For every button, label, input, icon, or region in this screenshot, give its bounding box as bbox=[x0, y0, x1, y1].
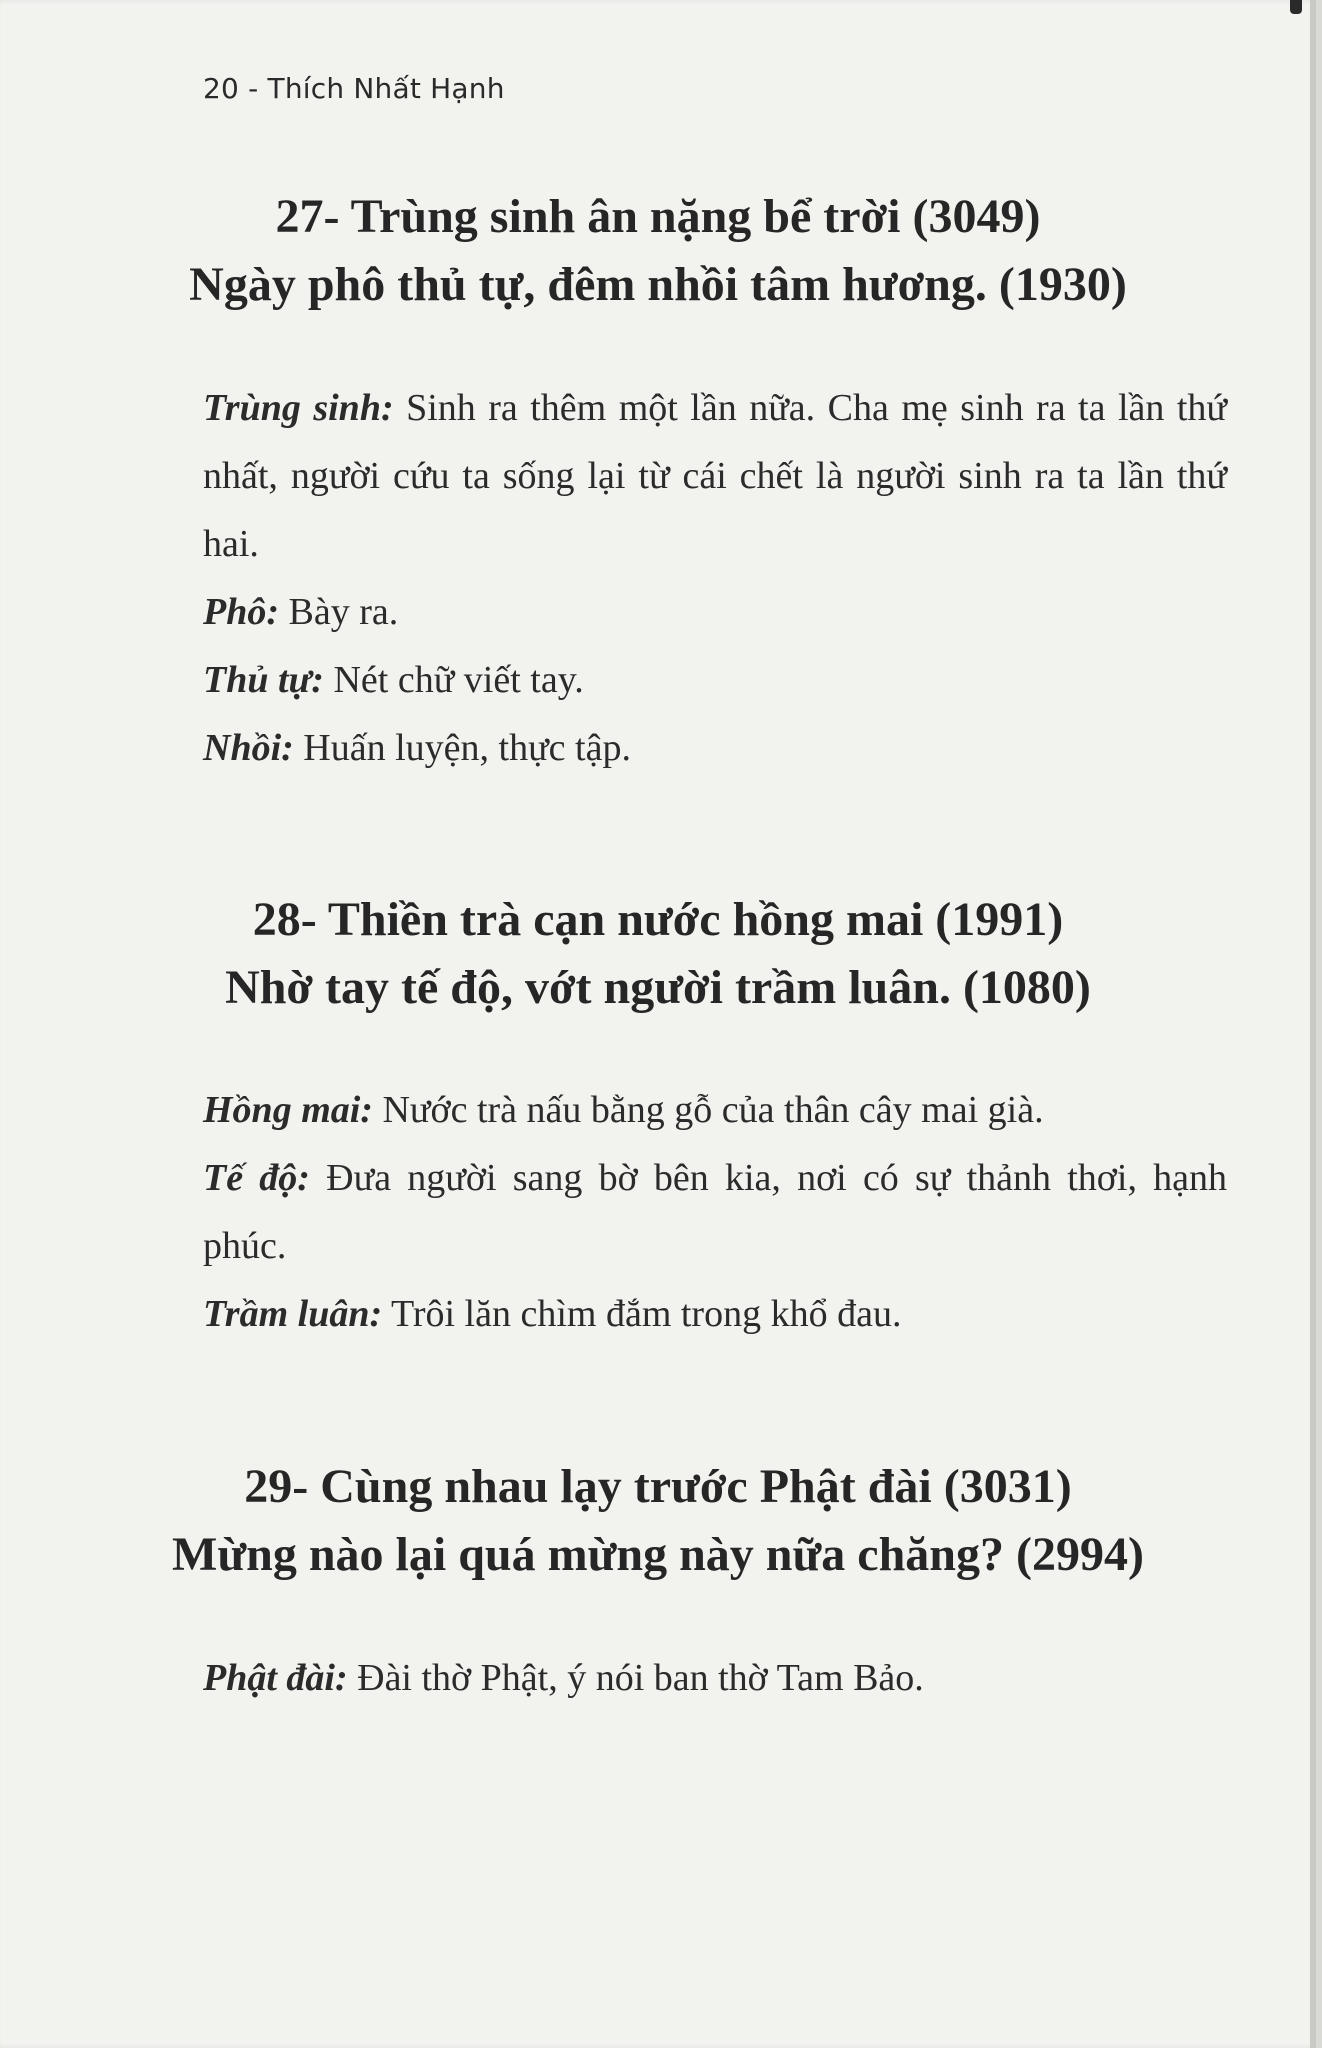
gloss-text: Trôi lăn chìm đắm trong khổ đau. bbox=[382, 1293, 902, 1335]
gloss-entry bbox=[203, 1280, 1227, 1348]
glossary-27 bbox=[203, 374, 1227, 782]
verse-line: Ngày phô thủ tự, đêm nhồi tâm hương. (1930) bbox=[189, 258, 1127, 311]
verse-line: 27- Trùng sinh ân nặng bể trời (3049) bbox=[275, 190, 1041, 243]
gloss-entry bbox=[203, 1644, 1227, 1712]
gloss-entry bbox=[203, 1076, 1227, 1144]
gloss-text: Đưa người sang bờ bên kia, nơi có sự thảnh thơi, hạnh phúc. bbox=[203, 1157, 1228, 1267]
gloss-term: Thủ tự: bbox=[203, 659, 324, 701]
gloss-text: Đài thờ Phật, ý nói ban thờ Tam Bảo. bbox=[347, 1657, 924, 1699]
verse-27 bbox=[0, 183, 1316, 319]
gloss-text: Huấn luyện, thực tập. bbox=[293, 727, 631, 769]
page-corner-mark bbox=[1290, 0, 1302, 14]
gloss-text: Nét chữ viết tay. bbox=[323, 659, 584, 701]
gloss-entry bbox=[203, 374, 1227, 578]
verse-line: Nhờ tay tế độ, vớt người trầm luân. (1080) bbox=[225, 961, 1091, 1014]
gloss-term: Nhồi: bbox=[203, 727, 294, 769]
gloss-term: Trầm luân: bbox=[203, 1293, 383, 1335]
gloss-term: Phật đài: bbox=[203, 1657, 348, 1699]
gloss-term: Trùng sinh: bbox=[203, 387, 394, 429]
gloss-text: Sinh ra thêm một lần nữa. Cha mẹ sinh ra ta lần thứ nhất, người cứu ta sống lại từ cái chết là người sinh ra ta lần thứ hai. bbox=[203, 387, 1228, 565]
gloss-term: Phô: bbox=[203, 591, 279, 633]
verse-28 bbox=[0, 886, 1316, 1022]
gloss-text: Bày ra. bbox=[279, 591, 399, 633]
running-head: 20 - Thích Nhất Hạnh bbox=[203, 72, 505, 105]
gloss-entry bbox=[203, 714, 1227, 782]
verse-29 bbox=[0, 1453, 1316, 1589]
gloss-term: Tế độ: bbox=[203, 1157, 310, 1199]
gloss-entry bbox=[203, 1144, 1227, 1280]
gloss-term: Hồng mai: bbox=[203, 1089, 373, 1131]
verse-line: Mừng nào lại quá mừng này nữa chăng? (2994) bbox=[172, 1528, 1144, 1581]
gloss-entry bbox=[203, 578, 1227, 646]
gloss-entry bbox=[203, 646, 1227, 714]
glossary-29 bbox=[203, 1644, 1227, 1712]
verse-line: 28- Thiền trà cạn nước hồng mai (1991) bbox=[252, 893, 1064, 946]
verse-line: 29- Cùng nhau lạy trước Phật đài (3031) bbox=[244, 1460, 1072, 1513]
glossary-28 bbox=[203, 1076, 1227, 1348]
gloss-text: Nước trà nấu bằng gỗ của thân cây mai già. bbox=[372, 1089, 1044, 1131]
